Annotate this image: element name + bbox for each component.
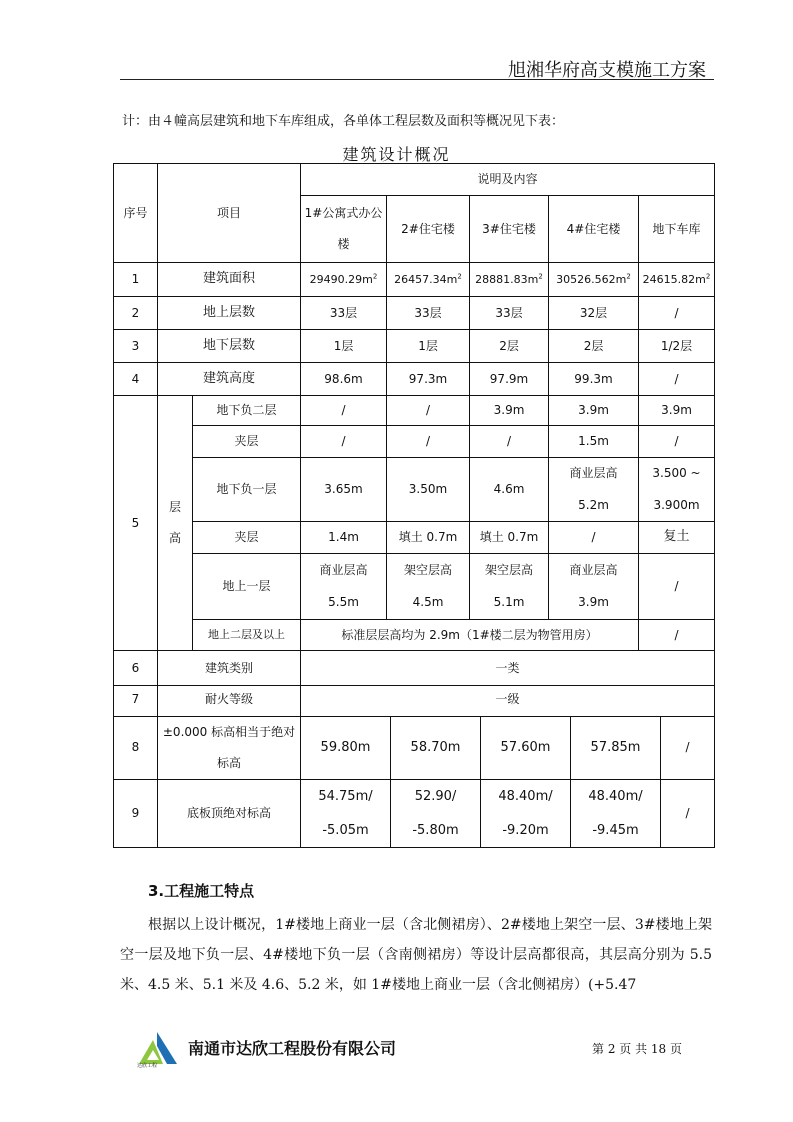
table-title: 建筑设计概况 xyxy=(342,145,451,164)
table-row xyxy=(114,651,715,686)
cell: / xyxy=(639,554,715,620)
col-header: 2#住宅楼 xyxy=(387,196,470,263)
sub-item: 夹层 xyxy=(193,522,301,554)
table-row xyxy=(114,426,715,458)
row-item: 地下层数 xyxy=(158,330,301,363)
header-desc: 说明及内容 xyxy=(301,164,715,196)
cell: 1.4m xyxy=(301,522,387,554)
header-item: 项目 xyxy=(158,164,301,263)
row-no: 8 xyxy=(114,716,158,779)
cell: 33层 xyxy=(301,297,387,330)
design-overview-table xyxy=(113,163,715,686)
cell: / xyxy=(301,426,387,458)
intro-text: 计：由４幢高层建筑和地下车库组成，各单体工程层数及面积等概况见下表： xyxy=(122,114,565,129)
merged-cell: 一类 xyxy=(301,651,715,686)
row-item: 建筑高度 xyxy=(158,363,301,396)
cell: $26457.34m^2$ xyxy=(387,263,470,297)
row-no: 4 xyxy=(114,363,158,396)
table-row xyxy=(114,363,715,396)
row-item: 底板顶绝对标高 xyxy=(158,779,301,848)
table-row xyxy=(114,554,715,620)
cell: 54.75m/ -5.05m xyxy=(301,779,391,848)
header-no: 序号 xyxy=(114,164,158,263)
cell: 商业层高 3.9m xyxy=(549,554,639,620)
cell: 1.5m xyxy=(549,426,639,458)
row-item: 耐火等级 xyxy=(158,684,301,716)
merged-cell: 标准层层高均为 2.9m（1#楼二层为物管用房） xyxy=(301,620,639,651)
table-row xyxy=(114,396,715,426)
table-row xyxy=(114,779,715,848)
row-no: 5 xyxy=(114,396,158,651)
row-no: 3 xyxy=(114,330,158,363)
cell: 58.70m xyxy=(391,716,481,779)
row-item: 地上层数 xyxy=(158,297,301,330)
cell: / xyxy=(639,426,715,458)
cell: 59.80m xyxy=(301,716,391,779)
cell: 48.40m/ -9.45m xyxy=(571,779,661,848)
cell: 3.9m xyxy=(639,396,715,426)
cell: / xyxy=(387,426,470,458)
row-no: 6 xyxy=(114,651,158,686)
cell: 4.6m xyxy=(470,458,549,522)
cell: 32层 xyxy=(549,297,639,330)
sub-item: 地下负一层 xyxy=(193,458,301,522)
row-item: 建筑面积 xyxy=(158,263,301,297)
cell: 99.3m xyxy=(549,363,639,396)
table-row xyxy=(114,522,715,554)
row-no: 1 xyxy=(114,263,158,297)
cell: 商业层高 5.2m xyxy=(549,458,639,522)
cell: 97.9m xyxy=(470,363,549,396)
section-body: 根据以上设计概况，1#楼地上商业一层（含北侧裙房）、2#楼地上架空一层、3#楼地上架空一层及地下负一层、4#楼地下负一层（含南侧裙房）等设计层高都很高，其层高分别为 5.5 米、4.5 米、5.1 米及 4.6、5.2 米，如 1#楼地上商业一层（含北侧裙房）(+5.47 xyxy=(120,917,712,993)
section-heading: 3.工程施工特点 xyxy=(148,882,255,900)
cell: 57.60m xyxy=(481,716,571,779)
sub-item: 夹层 xyxy=(193,426,301,458)
col-header: 1#公寓式办公楼 xyxy=(301,196,387,263)
cell: / xyxy=(639,363,715,396)
cell: 3.9m xyxy=(549,396,639,426)
cell: 48.40m/ -9.20m xyxy=(481,779,571,848)
table-row xyxy=(114,263,715,297)
cell: 98.6m xyxy=(301,363,387,396)
cell: 97.3m xyxy=(387,363,470,396)
cell: 3.50m xyxy=(387,458,470,522)
cell: 57.85m xyxy=(571,716,661,779)
cell: $30526.562m^2$ xyxy=(549,263,639,297)
cell: $24615.82m^2$ xyxy=(639,263,715,297)
cell: 填土 0.7m xyxy=(470,522,549,554)
row-group-label: 层高 xyxy=(158,396,193,651)
company-name: 南通市达欣工程股份有限公司 xyxy=(188,1039,397,1058)
cell: / xyxy=(639,297,715,330)
cell: / xyxy=(301,396,387,426)
page-header-title: 旭湘华府高支模施工方案 xyxy=(508,60,706,81)
col-header: 3#住宅楼 xyxy=(470,196,549,263)
table-row xyxy=(114,620,715,651)
cell: 1/2层 xyxy=(639,330,715,363)
cell: 填土 0.7m xyxy=(387,522,470,554)
table-row xyxy=(114,297,715,330)
sub-item: 地上二层及以上 xyxy=(193,620,301,651)
cell: / xyxy=(661,716,715,779)
cell: 架空层高 5.1m xyxy=(470,554,549,620)
cell: 2层 xyxy=(470,330,549,363)
cell: / xyxy=(470,426,549,458)
cell: 复土 xyxy=(639,522,715,554)
table-row xyxy=(114,330,715,363)
table-row xyxy=(114,458,715,522)
sub-item: 地下负二层 xyxy=(193,396,301,426)
row-item: 建筑类别 xyxy=(158,651,301,686)
cell: 3.65m xyxy=(301,458,387,522)
design-overview-table-cont xyxy=(113,684,715,848)
header-divider xyxy=(120,79,714,80)
row-item: ±0.000 标高相当于绝对标高 xyxy=(158,716,301,779)
table-row xyxy=(114,716,715,779)
col-header: 4#住宅楼 xyxy=(549,196,639,263)
row-no: 9 xyxy=(114,779,158,848)
table-row xyxy=(114,684,715,716)
merged-cell: 一级 xyxy=(301,684,715,716)
cell: / xyxy=(549,522,639,554)
cell: $29490.29m^2$ xyxy=(301,263,387,297)
cell: 3.500 ~ 3.900m xyxy=(639,458,715,522)
cell: $28881.83m^2$ xyxy=(470,263,549,297)
cell: / xyxy=(661,779,715,848)
cell: 1层 xyxy=(387,330,470,363)
cell: 商业层高 5.5m xyxy=(301,554,387,620)
col-header: 地下车库 xyxy=(639,196,715,263)
cell: 2层 xyxy=(549,330,639,363)
cell: 33层 xyxy=(470,297,549,330)
logo-text: 达欣工程 xyxy=(137,1063,158,1069)
cell: 3.9m xyxy=(470,396,549,426)
cell: / xyxy=(387,396,470,426)
sub-item: 地上一层 xyxy=(193,554,301,620)
cell: 52.90/ -5.80m xyxy=(391,779,481,848)
cell: / xyxy=(639,620,715,651)
row-no: 7 xyxy=(114,684,158,716)
cell: 1层 xyxy=(301,330,387,363)
row-no: 2 xyxy=(114,297,158,330)
page-number: 第 2 页 共 18 页 xyxy=(592,1042,682,1056)
cell: 33层 xyxy=(387,297,470,330)
cell: 架空层高 4.5m xyxy=(387,554,470,620)
